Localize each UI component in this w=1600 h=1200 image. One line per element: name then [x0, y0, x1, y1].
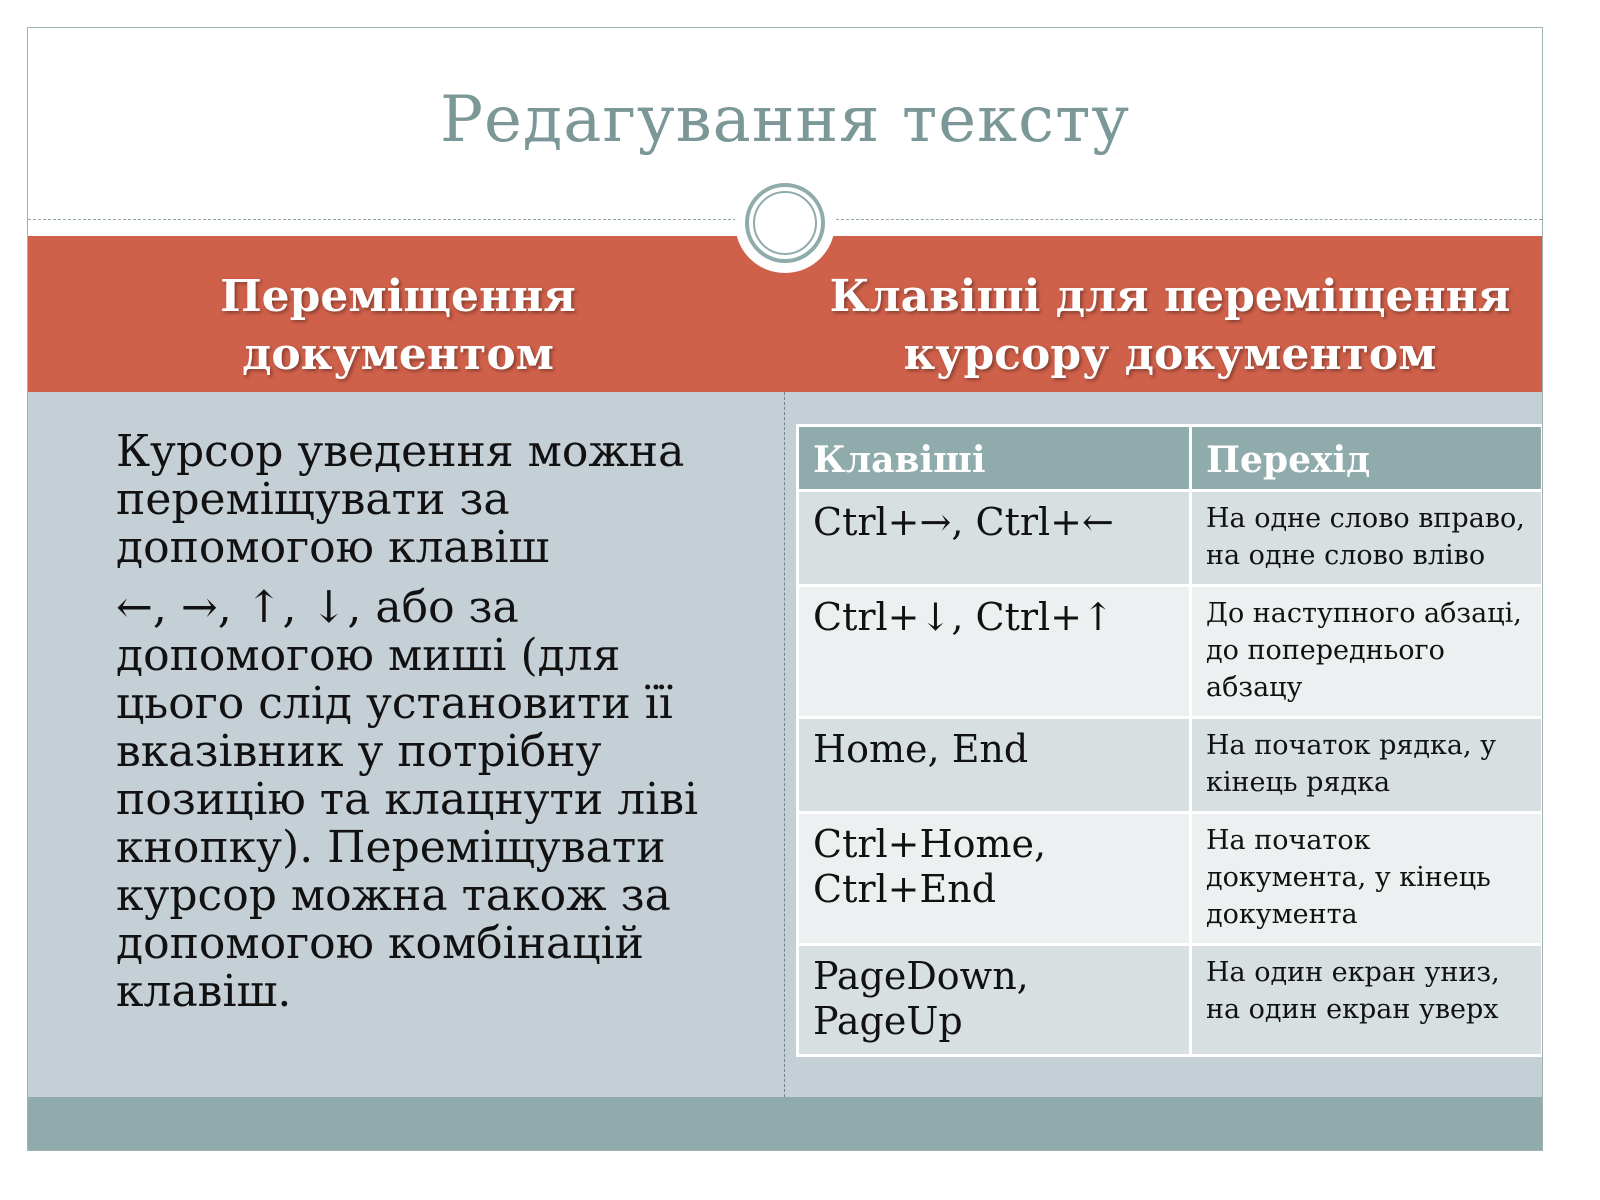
left-body-text [116, 428, 736, 1016]
body-paragraph-2: ←, →, ↑, ↓, або за допомогою миші (для цього слід установити її вказівник у потрібну позицію та клацнути ліві кнопку). Переміщувати курсор можна також за допомогою комбінацій клавіш. [116, 582, 699, 1017]
footer-band [28, 1097, 1542, 1150]
table-cell-keys: PageDown, PageUp [798, 945, 1191, 1056]
keys-table [796, 424, 1543, 1057]
right-header-line1: Клавіші для переміщення [829, 271, 1511, 322]
table-cell-action: На початок рядка, у кінець рядка [1191, 718, 1543, 813]
left-header-line1: Переміщення [220, 271, 576, 322]
table-cell-keys: Ctrl+↓, Ctrl+↑ [798, 586, 1191, 718]
table-row [798, 718, 1543, 813]
body-paragraph-1: Курсор уведення можна переміщувати за допомогою клавіш [116, 426, 685, 573]
table-cell-action: До наступного абзаці, до попереднього абзацу [1191, 586, 1543, 718]
table-cell-keys: Ctrl+→, Ctrl+← [798, 491, 1191, 586]
table-row [798, 586, 1543, 718]
table-cell-keys: Ctrl+Home, Ctrl+End [798, 813, 1191, 945]
column-divider [784, 392, 785, 1097]
left-header-line2: документом [242, 329, 554, 380]
right-column-header [798, 268, 1542, 384]
table-row [798, 945, 1543, 1056]
left-column-header [28, 268, 768, 384]
table-row [798, 491, 1543, 586]
circle-ornament-inner [753, 191, 817, 255]
divider-line-left [28, 219, 736, 220]
right-header-line2: курсору документом [903, 329, 1437, 380]
table-cell-action: На один екран униз, на один екран уверх [1191, 945, 1543, 1056]
table-header-action: Перехід [1191, 426, 1543, 491]
table-cell-keys: Home, End [798, 718, 1191, 813]
divider-line-right [836, 219, 1542, 220]
slide [27, 27, 1543, 1151]
table-cell-action: На початок документа, у кінець документа [1191, 813, 1543, 945]
table-header-row [798, 426, 1543, 491]
table-cell-action: На одне слово вправо, на одне слово вліво [1191, 491, 1543, 586]
table-row [798, 813, 1543, 945]
table-header-keys: Клавіші [798, 426, 1191, 491]
slide-title: Редагування тексту [439, 83, 1131, 157]
